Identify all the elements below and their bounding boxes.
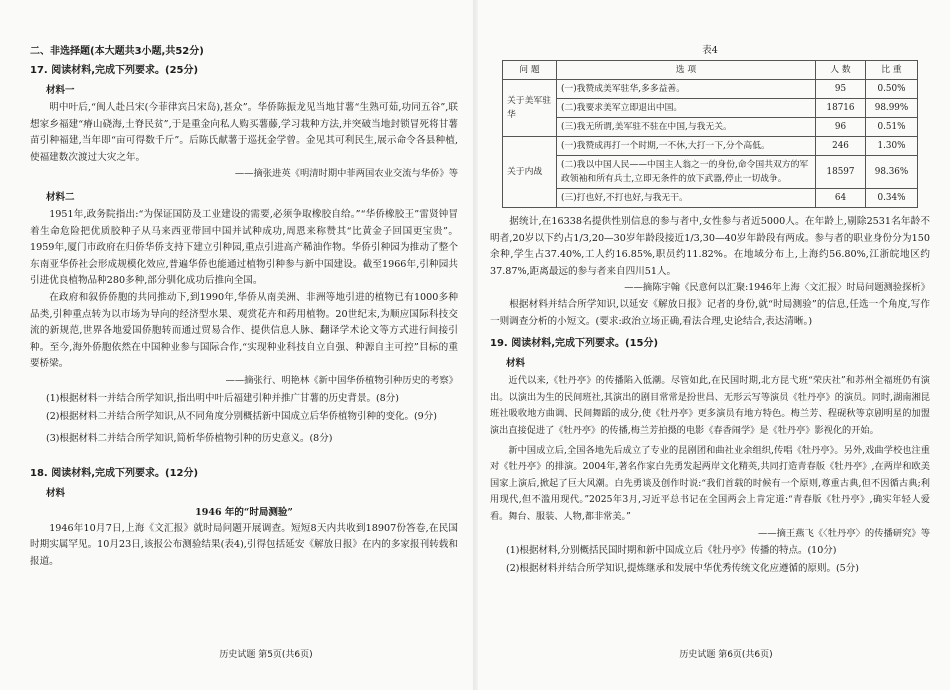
option-cell: (一)我赞成美军驻华,多多益善。 [557,80,816,99]
table-caption: 表4 [702,45,718,56]
q19-question1: (1)根据材料,分别概括民国时期和新中国成立后《牡丹亭》传播的特点。(10分) [506,545,837,557]
option-cell: (三)我无所谓,美军驻不驻在中国,与我无关。 [557,118,816,137]
header-count: 人 数 [816,61,866,80]
option-cell: (三)打也好,不打也好,与我无干。 [557,189,816,208]
q17-material1-label: 材料一 [46,85,75,96]
table-row [503,118,918,137]
header-question: 问 题 [503,61,557,80]
q19-para1: 近代以来,《牡丹亭》的传播陷入低潮。尽管如此,在民国时期,北方昆弋班“荣庆社”和苏州全福班仍有演出。以演出为生的民间班社,其演出的剧目常常是扮世昌、无形云写等演员《牡丹亭》的演员。同时,湖南湘昆班社吸收地方曲调、民间舞蹈的成分,使《牡丹亭》更多演员有地方特色。梅兰芳、程砚秋等京剧明星的加盟演出直接促进了《牡丹亭》的传播,梅兰芳拍摄的电影《春香闹学》是《牡丹亭》影视化的开始。 [490,375,930,436]
table-header-row [503,61,918,80]
q18-material-label: 材料 [46,487,66,499]
q19-question2: (2)根据材料并结合所学知识,提炼继承和发展中华优秀传统文化应遵循的原则。(5分) [506,563,859,575]
q17-material2-label: 材料二 [46,191,75,203]
q17-question1: (1)根据材料一并结合所学知识,指出明中叶后福建引种并推广甘薯的历史背景。(8分) [46,392,399,404]
option-cell: (二)我要求美军立即退出中国。 [557,99,816,118]
ratio-cell: 0.50% [866,80,918,99]
section-title: 二、非选择题(本大题共3小题,共52分) [30,46,204,57]
q18-material-title: 1946 年的“时局测验” [195,506,293,518]
q17-material1-text: 明中叶后,“闽人赴吕宋(今菲律宾吕宋岛),甚众”。华侨陈振龙见当地甘薯“生熟可茹,功同五谷”,联想家乡福建“瘠山硗海,土脊民贫”,于是重金向私人购买薯藤,学习栽种方法,并突破当地封锁冒死将甘薯苗引种福建,当年即“亩可得数千斤”。后陈氏献薯于巡抚金学曾。金见其可利民生,展示命令各县种植,使福建数次渡过大灾之年。 [30,102,458,163]
q17-material2-source: ——摘张行、明艳林《新中国华侨植物引种历史的考察》 [225,374,458,386]
table-row [503,137,918,156]
right-page-footer: 历史试题 第6页(共6页) [679,650,773,660]
group-us-troops: 关于美军驻华 [503,80,557,137]
q17-question2: (2)根据材料二并结合所学知识,从不同角度分别概括新中国成立后华侨植物引种的变化。(9分) [46,410,437,422]
right-page [478,0,950,690]
q18-heading: 18. 阅读材料,完成下列要求。(12分) [30,467,199,479]
table-row [503,156,918,189]
count-cell: 95 [816,80,866,99]
q17-material2-para1: 1951年,政务院指出:“为保证国防及工业建设的需要,必须争取橡胶自给。”“华侨橡胶王”雷贤钟冒着生命危险把优质胶种子从马来西亚带回中国并试种成功,周恩来称赞其“比黄金子回国更宝贵”。1959年,厦门市政府在归侨华侨支持下建立引种园,重点引进高产稀油作物。华侨引种园为推动了整个东南亚华侨社会形成规模化效应,普遍华侨也能通过植物引种参与新中国建设。截至1966年,引种园共引进优良植物品种280多种,部分驯化成功后推向全国。 [30,208,458,287]
ratio-cell: 0.34% [866,189,918,208]
table-row [503,80,918,99]
stat-source: ——摘陈宇翰《民意何以汇聚:1946年上海〈文汇报〉时局问题测验探析》 [624,282,930,294]
count-cell: 18716 [816,99,866,118]
ratio-cell: 0.51% [866,118,918,137]
stat-paragraph: 据统计,在16338名提供性别信息的参与者中,女性参与者近5000人。在年龄上,剔除2531名年龄不明者,20岁以下约占1/3,20—30岁年龄段接近1/3,30—40岁年龄段有两成。参与者的职业身份分为150余种,学生占37.40%,工人约16.85%,职员约11.82%。在地域分布上,上海约56.80%,江浙皖地区约37.87%,距离最远的参与者来自四川51人。 [490,216,930,277]
ratio-cell: 98.36% [866,156,918,189]
q19-material-label: 材料 [506,358,526,370]
count-cell: 96 [816,118,866,137]
q19-para2: 新中国成立后,全国各地先后成立了专业的昆剧团和曲社业余组织,传唱《牡丹亭》。另外,戏曲学校也注重对《牡丹亭》的排演。2004年,著名作家白先勇发起两岸文化精英,共同打造青春版《牡丹亭》,在两岸和欧美国家上演后,掀起了巨大风潮。白先勇谈及创作时说:“我们首载的时候有一个原则,尊重古典,但不因循古典;利用现代,但不滥用现代。”2025年3月,习近平总书记在全国两会上肯定道:“青春版《牡丹亭》,确实年轻人爱看。舞台、服装、人物,都非常美。” [490,444,930,522]
table-row [503,189,918,208]
q19-heading: 19. 阅读材料,完成下列要求。(15分) [490,338,659,350]
q17-question3: (3)根据材料二并结合所学知识,简析华侨植物引种的历史意义。(8分) [46,432,333,444]
table-row [503,99,918,118]
left-page [0,0,472,690]
option-cell: (一)我赞成再打一个时期,一不休,大打一下,分个高低。 [557,137,816,156]
ratio-cell: 98.99% [866,99,918,118]
q17-heading: 17. 阅读材料,完成下列要求。(25分) [30,65,199,76]
header-ratio: 比 重 [866,61,918,80]
ratio-cell: 1.30% [866,137,918,156]
survey-table [502,60,918,208]
q19-source: ——摘王燕飞《〈牡丹亭〉的传播研究》等 [758,527,930,539]
count-cell: 64 [816,189,866,208]
header-option: 选 项 [557,61,816,80]
q18-material-text: 1946年10月7日,上海《文汇报》就时局问题开展调查。短短8天内共收到18907份答卷,在民国时期实属罕见。10月23日,该报公布测验结果(表4),引得包括延安《解放日报》在内的多家报刊转载和报道。 [30,522,458,567]
group-civil-war: 关于内战 [503,137,557,208]
q18-question: 根据材料并结合所学知识,以延安《解放日报》记者的身份,就“时局测验”的信息,任选一个角度,写作一则调查分析的小短文。(要求:政治立场正确,看法合理,史论结合,表达清晰。) [490,298,930,327]
left-page-footer: 历史试题 第5页(共6页) [219,650,313,660]
option-cell: (二)我以中国人民——中国主人翁之一的身份,命令国共双方的军政领袖和所有兵士,立即无条件的放下武器,停止一切战争。 [557,156,816,189]
q17-material2-para2: 在政府和叙侨侨胞的共同推动下,到1990年,华侨从南美洲、非洲等地引进的植物已有1000多种品类,引种重点转为以市场为导向的经济型水果、观赏花卉和药用植物。20世纪末,为顺应国际科技交流的新规范,世界各地爱国侨胞转而通过贸易合作、提供信息人脉、翻译学术论文等方式进行间接引种。至今,海外侨胞依然在中国种业参与国际合作,“实现种业科技自立自强、种源自主可控”目标的重要桥梁。 [30,291,458,370]
q17-material1-source: ——摘张进英《明清时期中菲两国农业交流与华侨》等 [234,168,458,180]
count-cell: 246 [816,137,866,156]
count-cell: 18597 [816,156,866,189]
